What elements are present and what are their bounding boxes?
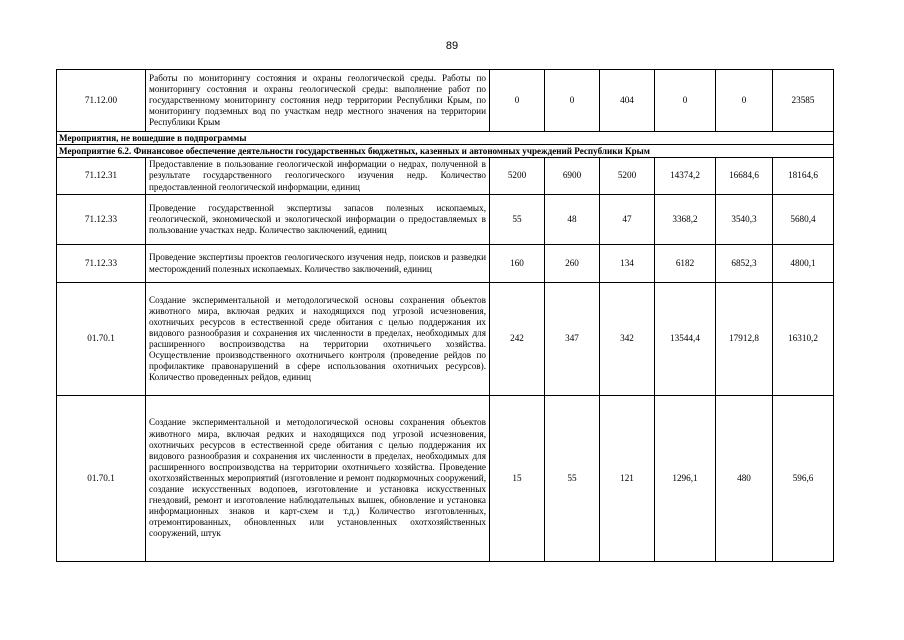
activity-description: Проведение государственной экспертизы запасов полезных ископаемых, геологической, экономической и экологической информации о предоставляемых в пользование участках недр. Количество заключений, единиц (146, 195, 490, 245)
value-cell: 0 (545, 70, 600, 132)
activity-description: Создание экспериментальной и методологической основы сохранения объектов животного мира, включая редких и находящихся под угрозой исчезновения, охотничьих ресурсов в естественной среде обитания с целью поддержания их видового разнообразия и сохранения их численности в пределах, необходимых для расширенного воспроизводства на территории охотничьего хозяйства. Проведение охотхозяйственных мероприятий (изготовление и ремонт подкормочных сооружений, создание искусственных водопоев, изготовление и установка искусственных гнездовий, ремонт и изготовление наблюдательных вышек, обновление и установка информационных знаков и карт-схем и т.д.) Количество изготовленных, отремонтированных, обновленных или установленных охотхозяйственных сооружений, штук (146, 396, 490, 562)
value-cell: 4800,1 (773, 245, 834, 283)
value-cell: 0 (655, 70, 716, 132)
activity-description: Предоставление в пользование геологической информации о недрах, полученной в результате государственного геологического изучения недр. Количество предоставленной геологической информации, единиц (146, 158, 490, 195)
value-cell: 3368,2 (655, 195, 716, 245)
table-row (57, 396, 834, 562)
value-cell: 16310,2 (773, 283, 834, 396)
value-cell: 5680,4 (773, 195, 834, 245)
value-cell: 23585 (773, 70, 834, 132)
value-cell: 342 (600, 283, 655, 396)
table-row (57, 245, 834, 283)
table-row (57, 195, 834, 245)
activity-code: 71.12.33 (57, 195, 146, 245)
value-cell: 6182 (655, 245, 716, 283)
activity-code: 71.12.33 (57, 245, 146, 283)
value-cell: 5200 (490, 158, 545, 195)
table-row (57, 70, 834, 132)
value-cell: 121 (600, 396, 655, 562)
value-cell: 160 (490, 245, 545, 283)
value-cell: 6852,3 (716, 245, 773, 283)
value-cell: 16684,6 (716, 158, 773, 195)
value-cell: 347 (545, 283, 600, 396)
activity-code: 01.70.1 (57, 396, 146, 562)
program-table (56, 69, 834, 562)
activity-description: Создание экспериментальной и методологической основы сохранения объектов животного мира, включая редких и находящихся под угрозой исчезновения, охотничьих ресурсов в естественной среде обитания с целью поддержания их видового разнообразия и сохранения их численности в пределах, необходимых для расширенного воспроизводства на территории охотничьего хозяйства. Осуществление производственного охотничьего контроля (проведение рейдов по профилактике правонарушений в сфере использования охотничьих ресурсов). Количество проведенных рейдов, единиц (146, 283, 490, 396)
value-cell: 18164,6 (773, 158, 834, 195)
value-cell: 134 (600, 245, 655, 283)
table-row (57, 283, 834, 396)
value-cell: 13544,4 (655, 283, 716, 396)
value-cell: 48 (545, 195, 600, 245)
page-number: 89 (445, 40, 459, 52)
value-cell: 47 (600, 195, 655, 245)
value-cell: 55 (545, 396, 600, 562)
table-row (57, 158, 834, 195)
value-cell: 55 (490, 195, 545, 245)
activity-code: 71.12.31 (57, 158, 146, 195)
value-cell: 1296,1 (655, 396, 716, 562)
value-cell: 3540,3 (716, 195, 773, 245)
value-cell: 15 (490, 396, 545, 562)
value-cell: 480 (716, 396, 773, 562)
section-heading: Мероприятия, не вошедшие в подпрограммы (57, 132, 834, 145)
value-cell: 0 (716, 70, 773, 132)
activity-code: 01.70.1 (57, 283, 146, 396)
value-cell: 0 (490, 70, 545, 132)
value-cell: 6900 (545, 158, 600, 195)
value-cell: 404 (600, 70, 655, 132)
value-cell: 17912,8 (716, 283, 773, 396)
activity-description: Работы по мониторингу состояния и охраны геологической среды. Работы по мониторингу состояния и охраны геологической среды: выполнение работ по государственному мониторингу состояния недр территории Республики Крым, по мониторингу подземных вод по участкам недр местного значения на территории Республики Крым (146, 70, 490, 132)
activity-description: Проведение экспертизы проектов геологического изучения недр, поисков и разведки месторождений полезных ископаемых. Количество заключений, единиц (146, 245, 490, 283)
section-row (57, 145, 834, 158)
value-cell: 14374,2 (655, 158, 716, 195)
section-heading: Мероприятие 6.2. Финансовое обеспечение деятельности государственных бюджетных, казенных и автономных учреждений Республики Крым (57, 145, 834, 158)
value-cell: 242 (490, 283, 545, 396)
value-cell: 260 (545, 245, 600, 283)
activity-code: 71.12.00 (57, 70, 146, 132)
value-cell: 5200 (600, 158, 655, 195)
section-row (57, 132, 834, 145)
value-cell: 596,6 (773, 396, 834, 562)
